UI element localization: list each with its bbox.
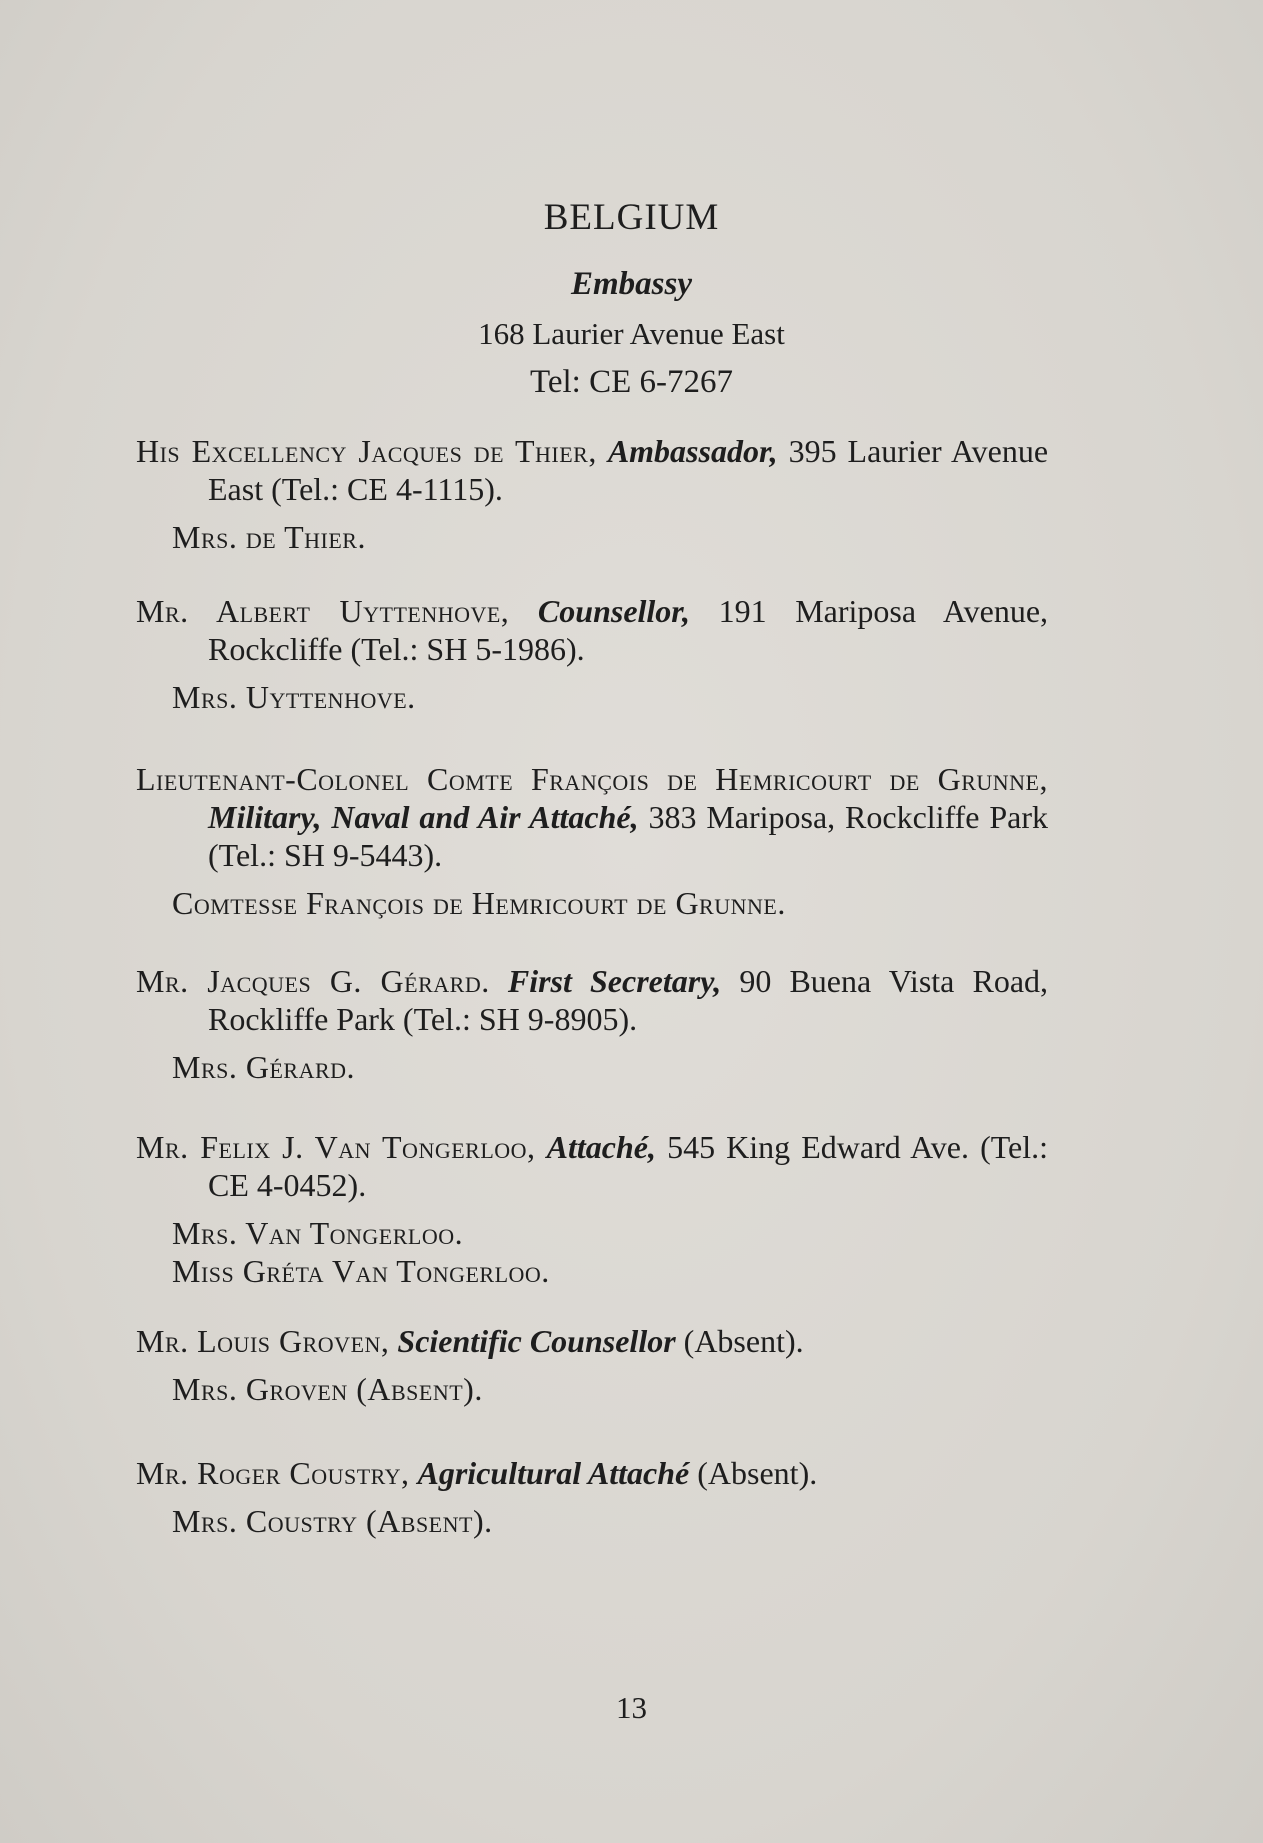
staff-main-line	[136, 1454, 1048, 1492]
staff-main-line	[136, 1322, 1048, 1360]
staff-entry	[136, 432, 1048, 556]
staff-title: Ambassador,	[607, 433, 778, 469]
spouse-line: Mrs. Groven (Absent).	[172, 1371, 483, 1407]
staff-entry	[136, 760, 1048, 922]
spouse-line: Mrs. Coustry (Absent).	[172, 1503, 493, 1539]
staff-main-line	[136, 592, 1048, 668]
staff-name: Lieutenant-Colonel Comte François de Hemricourt de Grunne,	[136, 761, 1048, 797]
spouse-line: Mrs. Gérard.	[172, 1049, 356, 1085]
mission-type: Embassy	[570, 266, 692, 302]
staff-title: Scientific Counsellor	[397, 1323, 676, 1359]
embassy-telephone: Tel: CE 6-7267	[530, 364, 733, 400]
staff-entry	[136, 1322, 1048, 1408]
family-member-line: Miss Gréta Van Tongerloo.	[172, 1253, 550, 1289]
staff-name: Mr. Felix J. Van Tongerloo,	[136, 1129, 536, 1165]
staff-details: (Absent).	[683, 1323, 804, 1359]
spouse-line: Mrs. Uyttenhove.	[172, 679, 416, 715]
staff-entry	[136, 962, 1048, 1086]
staff-main-line	[136, 432, 1048, 508]
staff-details: 545 King Edward Ave. (Tel.: CE 4-0452).	[208, 1129, 1049, 1203]
staff-details: 383 Mariposa, Rockcliffe Park (Tel.: SH 9-5443).	[208, 799, 1049, 873]
country-heading: BELGIUM	[543, 197, 720, 238]
staff-title: Attaché,	[546, 1129, 656, 1165]
spouse-line: Mrs. Van Tongerloo.	[172, 1215, 464, 1251]
staff-main-line	[136, 1128, 1048, 1204]
staff-name: Mr. Albert Uyttenhove,	[136, 593, 510, 629]
staff-entry	[136, 592, 1048, 716]
staff-name: Mr. Jacques G. Gérard.	[136, 963, 490, 999]
staff-name: Mr. Louis Groven,	[136, 1323, 390, 1359]
staff-details: (Absent).	[697, 1455, 818, 1491]
staff-title: First Secretary,	[507, 963, 722, 999]
page-number: 13	[616, 1690, 647, 1725]
staff-main-line	[136, 962, 1048, 1038]
staff-details: 191 Mariposa Avenue, Rockcliffe (Tel.: SH 5-1986).	[208, 593, 1049, 667]
staff-title: Military, Naval and Air Attaché,	[208, 799, 639, 835]
staff-entry	[136, 1454, 1048, 1540]
staff-details: 395 Laurier Avenue East (Tel.: CE 4-1115).	[208, 433, 1049, 507]
staff-entry	[136, 1128, 1048, 1290]
staff-name: His Excellency Jacques de Thier,	[136, 433, 597, 469]
spouse-line: Comtesse François de Hemricourt de Grunne.	[172, 885, 786, 921]
staff-title: Counsellor,	[537, 593, 690, 629]
staff-name: Mr. Roger Coustry,	[136, 1455, 410, 1491]
embassy-address: 168 Laurier Avenue East	[478, 316, 785, 351]
staff-details: 90 Buena Vista Road, Rockliffe Park (Tel.: SH 9-8905).	[208, 963, 1049, 1037]
staff-main-line	[136, 760, 1048, 874]
staff-title: Agricultural Attaché	[417, 1455, 690, 1491]
spouse-line: Mrs. de Thier.	[172, 519, 366, 555]
